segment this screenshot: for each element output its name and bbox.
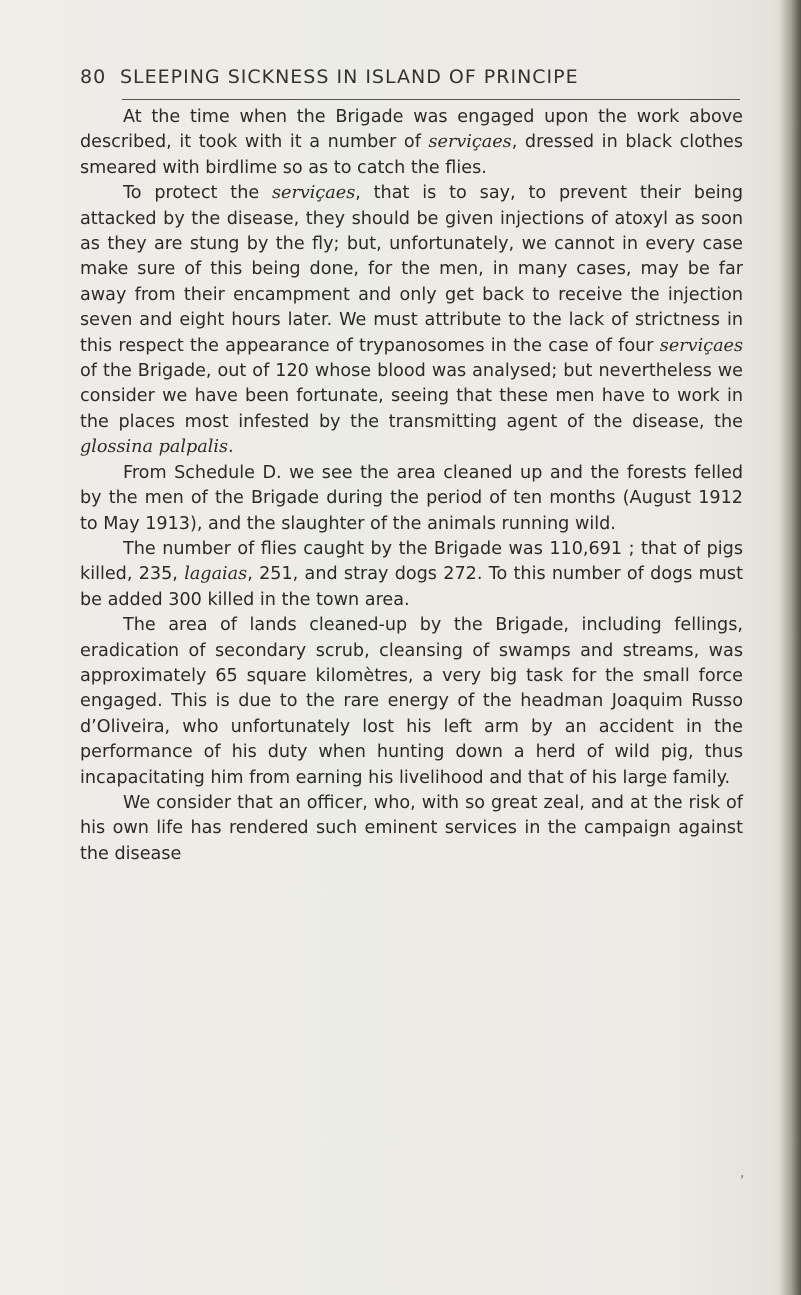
paragraph: From Schedule D. we see the area cleaned up and the forests felled by the men of the Brigade during the period of ten months (August 1912 to May 1913), and the slaughter of the animals running wild. [80, 462, 743, 534]
italic-term: serviçaes [659, 335, 743, 356]
header-rule [122, 99, 740, 100]
paragraph: The number of flies caught by the Brigade was 110,691 ; that of pigs killed, 235, lagaias, 251, and stray dogs 272. To this number of dogs must be added 300 killed in the town area. [80, 538, 744, 610]
footer-mark: , [740, 1165, 745, 1181]
italic-term: lagaias [184, 564, 248, 585]
paragraph: To protect the serviçaes, that is to say, to prevent their being attacked by the disease, they should be given injections of atoxyl as soon as they are stung by the fly; but, unfortunately, we cannot in every case make sure of this being done, for the men, in many cases, may be far away from their encampment and only get back to receive the injection seven and eight hours later. We must attribute to the lack of strictness in this respect the appearance of trypanosomes in the case of four serviçaes of the Brigade, out of 120 whose blood was analysed; but nevertheless we consider we have been fortunate, seeing that these men have to work in the places most infested by the transmitting agent of the disease, the glossina palpalis. [80, 183, 743, 458]
page-edge-shadow [779, 0, 801, 1295]
italic-term: serviçaes [272, 183, 356, 204]
page-number: 80 [80, 66, 107, 88]
paragraph: At the time when the Brigade was engaged upon the work above described, it took with it a number of serviçaes, dressed in black clothes smeared with birdlime so as to catch the flies. [80, 107, 743, 178]
italic-term: glossina palpalis [80, 437, 228, 458]
running-title: SLEEPING SICKNESS IN ISLAND OF PRINCIPE [120, 66, 579, 88]
paragraph: The area of lands cleaned-up by the Brigade, including fellings, eradication of secondary scrub, cleansing of swamps and streams, was approximately 65 square kilomètres, a very big task for the small force engaged. This is due to the rare energy of the headman Joaquim Russo d’Oliveira, who unfortunately lost his left arm by an accident in the performance of his duty when hunting down a herd of wild pig, thus incapacitating him from earning his livelihood and that of his large family. [80, 615, 743, 788]
paragraph: We consider that an officer, who, with so great zeal, and at the risk of his own life has rendered such eminent services in the campaign against the disease [80, 792, 743, 864]
italic-term: serviçaes [428, 132, 512, 153]
body-text [80, 105, 743, 867]
page-header [80, 66, 740, 92]
